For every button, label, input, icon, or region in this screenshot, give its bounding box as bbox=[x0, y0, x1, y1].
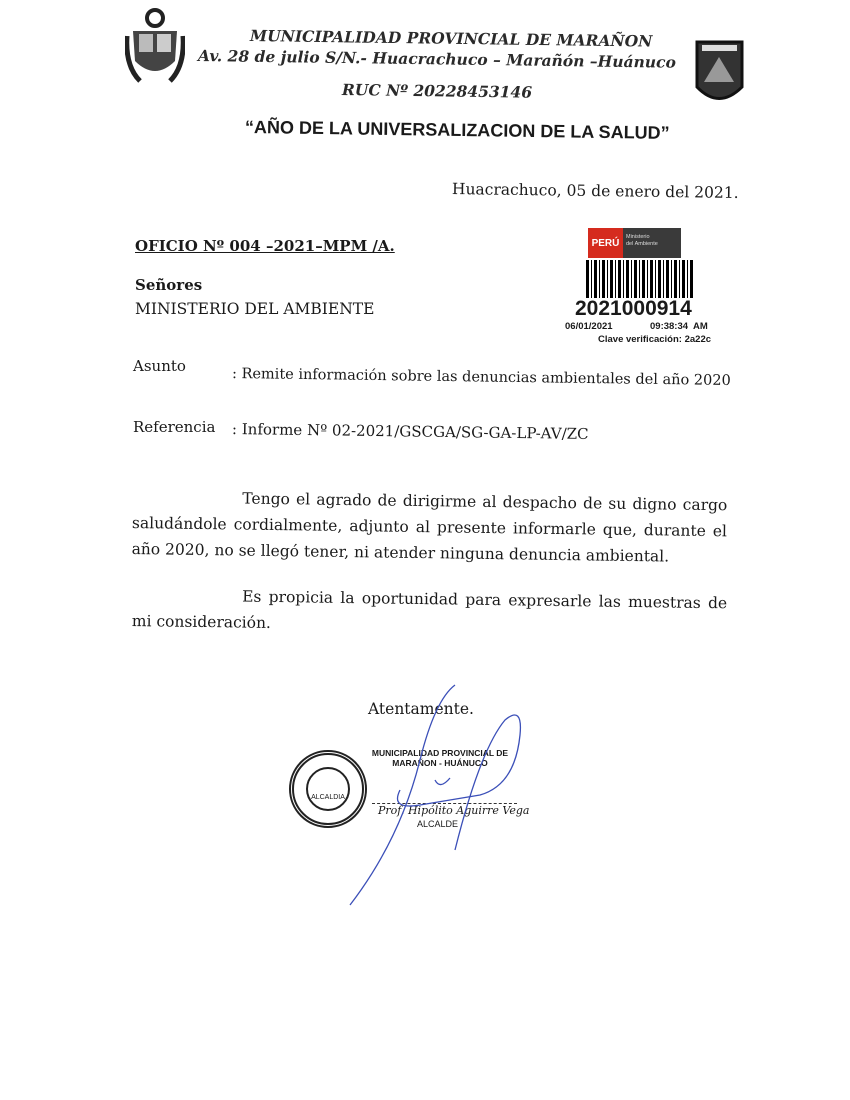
institution-name: MUNICIPALIDAD PROVINCIAL DE MARAÑON bbox=[249, 26, 653, 51]
verification-code: Clave verificación: 2a22c bbox=[598, 334, 712, 345]
peru-label: PERÚ bbox=[588, 228, 623, 258]
subject-label: Asunto bbox=[133, 357, 186, 375]
body-paragraph-2: Es propicia la oportunidad para expresarle las muestras de mi consideración. bbox=[131, 587, 728, 632]
document-reference-number: OFICIO Nº 004 –2021–MPM /A. bbox=[135, 237, 395, 255]
receipt-time: 09:38:34 AM bbox=[650, 321, 708, 332]
receipt-date: 06/01/2021 bbox=[565, 321, 613, 332]
closing: Atentamente. bbox=[368, 700, 474, 718]
body-paragraph-1: Tengo el agrado de dirigirme al despacho de su digno cargo saludándole cordialmente, adjunto al presente informarle que, durante el año 2020, no se llegó tener, ni atender ninguna denuncia ambiental. bbox=[131, 489, 728, 566]
institution-address: Av. 28 de julio S/N.- Huacrachuco – Marañón –Huánuco bbox=[197, 46, 677, 72]
receipt-number: 2021000914 bbox=[575, 297, 692, 320]
signatory-title: ALCALDE bbox=[417, 819, 459, 829]
subject-value: : Remite información sobre las denuncias ambientales del año 2020 bbox=[231, 366, 731, 389]
reference-value: : Informe Nº 02-2021/GSCGA/SG-GA-LP-AV/ZC bbox=[231, 420, 589, 443]
ruc-number: RUC Nº 20228453146 bbox=[341, 80, 533, 102]
seal-center: ALCALDIA bbox=[306, 767, 350, 811]
recipient-name: MINISTERIO DEL AMBIENTE bbox=[135, 300, 375, 318]
signatory-name: Prof. Hipólito Aguirre Vega bbox=[378, 804, 530, 817]
date-line: Huacrachuco, 05 de enero del 2021. bbox=[451, 180, 739, 203]
year-motto: “AÑO DE LA UNIVERSALIZACION DE LA SALUD” bbox=[244, 117, 670, 143]
maranon-shield-icon bbox=[692, 32, 747, 110]
org-line-1: MUNICIPALIDAD PROVINCIAL DE bbox=[371, 748, 509, 758]
salutation: Señores bbox=[135, 276, 203, 294]
peru-coat-of-arms-icon bbox=[125, 6, 185, 88]
handwritten-signature bbox=[340, 680, 540, 910]
org-line-2: MARAÑON - HUÁNUCO bbox=[392, 758, 488, 768]
ministry-logo bbox=[588, 228, 681, 258]
reference-label: Referencia bbox=[133, 418, 216, 436]
ministry-line-2: del Ambiente bbox=[626, 241, 658, 247]
ministry-line-1: Ministerio bbox=[626, 234, 650, 240]
barcode bbox=[586, 260, 694, 298]
